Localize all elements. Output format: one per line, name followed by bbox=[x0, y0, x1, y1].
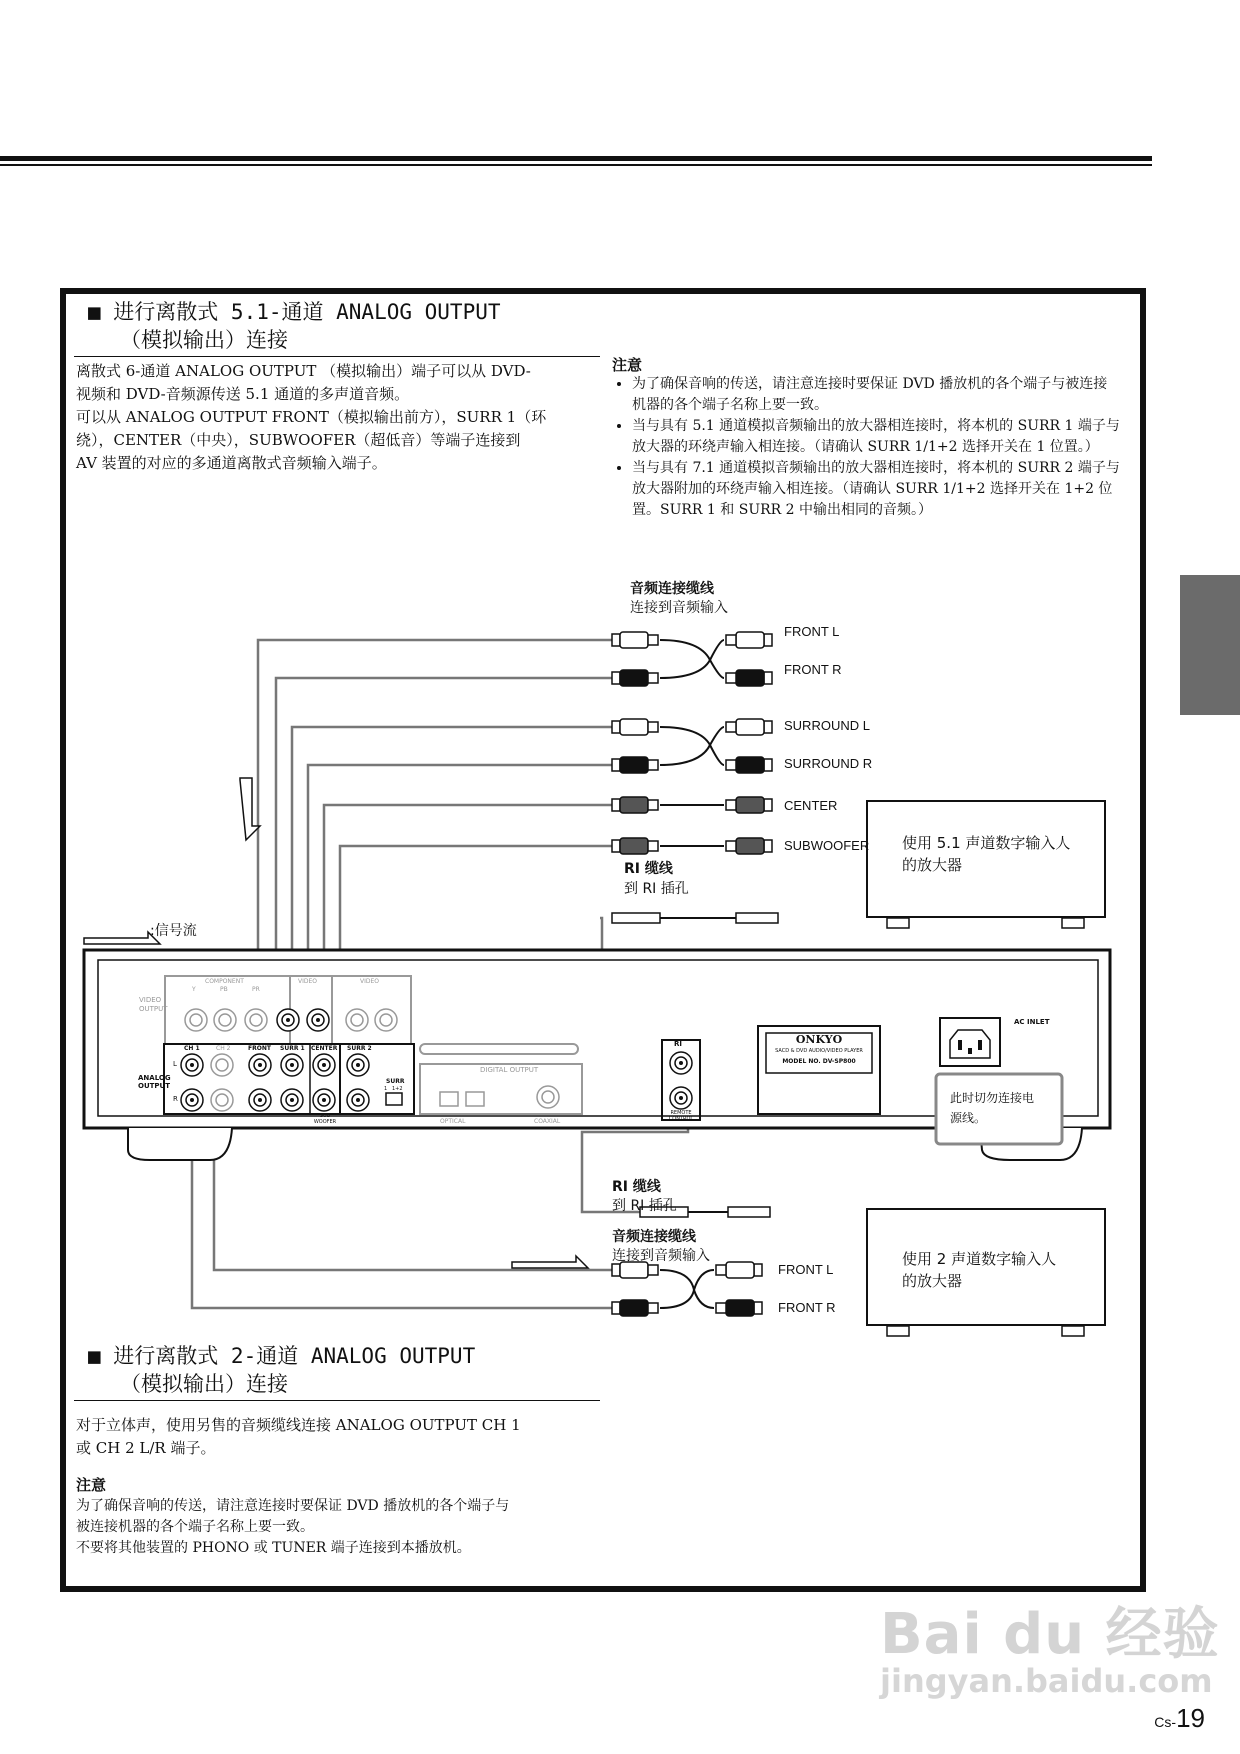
center-jack-label: CENTER bbox=[311, 1045, 338, 1052]
section2-paragraph: 对于立体声，使用另售的音频缆线连接 ANALOG OUTPUT CH 1 或 CH 2 L/R 端子。 bbox=[76, 1416, 521, 1457]
optical-label: OPTICAL bbox=[440, 1118, 466, 1125]
pb-label: PB bbox=[220, 986, 228, 993]
coaxial-label: COAXIAL bbox=[534, 1118, 561, 1125]
section1-title-line2: （模拟输出）连接 bbox=[120, 328, 288, 352]
audio-cable-title: 音频连接缆线 bbox=[630, 581, 714, 597]
audio-cable-sub: 连接到音频输入 bbox=[630, 600, 728, 616]
note1-item: • 当与具有 5.1 通道模拟音频输出的放大器相连接时，将本机的 SURR 1 端子与放大器的环绕声输入相连接。（请确认 SURR 1/1+2 选择开关在 1 位置。） bbox=[632, 416, 1120, 458]
note1-item: • 当与具有 7.1 通道模拟音频输出的放大器相连接时，将本机的 SURR 2 端子与放大器附加的环绕声输入相连接。（请确认 SURR 1/1+2 选择开关在 1+2 位置。SURR 1 和 SURR 2 中输出相同的音频。） bbox=[632, 458, 1120, 521]
signal-flow-label: :信号流 bbox=[150, 923, 197, 939]
component-label: COMPONENT bbox=[205, 978, 244, 985]
bottom-ri-to-label: 到 RI 插孔 bbox=[612, 1198, 677, 1214]
label-subwoofer: SUBWOOFER bbox=[784, 838, 870, 853]
ac-inlet-label: AC INLET bbox=[1014, 1018, 1050, 1026]
note2-heading: 注意 bbox=[76, 1476, 107, 1494]
label-center: CENTER bbox=[784, 798, 838, 813]
surr-switch-label: SURR bbox=[386, 1078, 405, 1085]
model-no: MODEL NO. DV-SP800 bbox=[782, 1058, 856, 1065]
section2-title-line2: （模拟输出）连接 bbox=[120, 1372, 288, 1396]
l-label: L bbox=[173, 1060, 177, 1068]
bottom-ri-cable-label: RI 缆线 bbox=[612, 1179, 661, 1195]
section1-title-line1: ■ 进行离散式 5.1-通道 ANALOG OUTPUT bbox=[88, 300, 501, 324]
onkyo-brand: ONKYO bbox=[795, 1033, 843, 1046]
video-output-label: VIDEO OUTPUT bbox=[139, 996, 168, 1013]
label-front-r: FRONT R bbox=[784, 662, 842, 677]
ch2-label: CH 2 bbox=[216, 1045, 231, 1052]
bottom-label-front-l: FRONT L bbox=[778, 1262, 834, 1277]
note1-item: • 为了确保音响的传送，请注意连接时要保证 DVD 播放机的各个端子与被连接机器的各个端子名称上要一致。 bbox=[632, 374, 1120, 416]
ch1-label: CH 1 bbox=[184, 1045, 200, 1052]
note1-heading: 注意 bbox=[612, 356, 643, 374]
video-label: VIDEO bbox=[298, 978, 318, 985]
power-warning: 此时切勿连接电 源线。 bbox=[950, 1091, 1035, 1125]
ri-jack-label: RI bbox=[674, 1040, 682, 1048]
baidu-watermark-url: jingyan.baidu.com bbox=[880, 1662, 1213, 1700]
section2-title-line1: ■ 进行离散式 2-通道 ANALOG OUTPUT bbox=[88, 1344, 476, 1368]
label-surround-r: SURROUND R bbox=[784, 756, 873, 771]
pr-label: PR bbox=[252, 986, 260, 993]
front-label: FRONT bbox=[248, 1045, 271, 1052]
bottom-audio-cable-sub: 连接到音频输入 bbox=[612, 1248, 710, 1264]
sub-woofer-label: SUB WOOFER bbox=[313, 1113, 337, 1125]
r-label: R bbox=[173, 1095, 178, 1103]
bottom-label-front-r: FRONT R bbox=[778, 1300, 836, 1315]
note2-text: 为了确保音响的传送，请注意连接时要保证 DVD 播放机的各个端子与 被连接机器的各个端子名称上要一致。 不要将其他装置的 PHONO 或 TUNER 端子连接到本播放机。 bbox=[76, 1498, 510, 1556]
amplifier-2ch-box: 使用 2 声道数字输入人 的放大器 bbox=[866, 1208, 1106, 1326]
analog-output-label: ANALOG OUTPUT bbox=[138, 1074, 171, 1090]
ri-to-label: 到 RI 插孔 bbox=[624, 881, 689, 897]
y-label: Y bbox=[192, 986, 196, 993]
section2-underline bbox=[74, 1400, 600, 1401]
surr2-label: SURR 2 bbox=[347, 1045, 372, 1052]
surr-switch-positions: 1 1+2 bbox=[384, 1086, 403, 1092]
baidu-watermark: Bai du 经验 bbox=[880, 1602, 1220, 1667]
page-number: Cs-19 bbox=[1154, 1703, 1205, 1733]
label-front-l: FRONT L bbox=[784, 624, 840, 639]
surr1-label: SURR 1 bbox=[280, 1045, 305, 1052]
remote-control-label: REMOTE CONTROL bbox=[668, 1110, 694, 1122]
model-desc: SACD & DVD AUDIO/VIDEO PLAYER bbox=[775, 1048, 863, 1054]
label-surround-l: SURROUND L bbox=[784, 718, 870, 733]
digital-output-label: DIGITAL OUTPUT bbox=[480, 1066, 539, 1074]
ri-cable-label: RI 缆线 bbox=[624, 861, 673, 877]
section1-paragraph: 离散式 6-通道 ANALOG OUTPUT （模拟输出）端子可以从 DVD- 视频和 DVD-音频源传送 5.1 通道的多声道音频。 可以从 ANALOG OUTPUT FRONT（模拟输出前方），SURR 1（环 绕），CENTER（中央），SUBWOOFER（超低音）等端子连接到 AV 装置的对应的多通道离散式音频输入端子。 bbox=[76, 362, 547, 472]
video2-label: VIDEO bbox=[360, 978, 380, 985]
bottom-audio-cable-title: 音频连接缆线 bbox=[612, 1229, 696, 1245]
amplifier-51-box: 使用 5.1 声道数字输入人 的放大器 bbox=[866, 800, 1106, 918]
